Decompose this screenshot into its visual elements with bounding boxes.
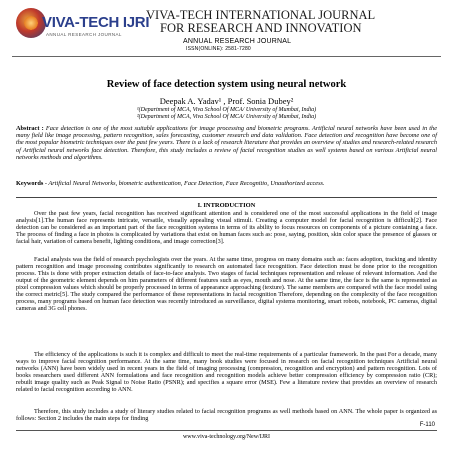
page-number: F-110 [419,422,435,428]
keywords-text: - Artificial Neural Networks, biometric authentication, Face Detection, Face Recognitio, Unauthorized access. [43,180,325,187]
abstract-text: Face detection is one of the most suitable applications for image processing and biometric programs. Artificial neural networks have been used in the many field like image processing, pattern recognition, sales forecasting, customer research and data validation. Face detection and recognition have become one of the most popular biometric techniques over the past few years. There is a lack of research literature that provides an overview of studies and research-related research of Artificial neural networks face detection. Therefore, this study includes a review of facial recognition studies as well systems based on various Artificial neural networks methods and algorithms. [16,125,437,161]
annual-label: ANNUAL RESEARCH JOURNAL [183,38,292,45]
keywords-label: Keywords [16,180,44,187]
journal-logo [12,8,150,52]
keywords-divider [16,197,437,198]
footer-url: www.viva-technology.org/New/IJRI [182,434,271,440]
footer-divider [16,430,437,431]
body-paragraph-3: The efficiency of the applications is such it is complex and difficult to meet the real-time requirements of a particular framework. In the past For a decade, many ways to improve facial recognition performance. At the same time, many book studies were focused in research on facial recognition techniques Artificial neural networks (ANN) have been widely used in recent years in the field of imaging processing (compression, recognition and encryption) and pattern recognition. Lots of books researchers used different ANN formulations and face recognition and recognition models achieve better compression efficiency by compression ratio (CR); rebuilt image quality such as Peak Signal to Noise Ratio (PSNR); and specifies a square error (MSE). Few a literature review that provides an overview of research related to facial recognition according to ANN. [16,351,437,393]
abstract [16,125,437,161]
body-paragraph-4: Therefore, this study includes a study of literary studies related to facial recognition programs as well methods based on ANN. The whole paper is organized as follows: Section 2 includes the main steps for finding [16,408,437,422]
section-heading-introduction: I. INTRODUCTION [197,202,256,209]
issn-label: ISSN(ONLINE): 2581-7280 [186,46,251,52]
journal-title-line2: FOR RESEARCH AND INNOVATION [160,21,362,35]
logo-subtitle: ANNUAL RESEARCH JOURNAL [46,32,122,37]
paper-title: Review of face detection system using neural network [106,79,347,90]
paper-authors: Deepak A. Yadav¹ , Prof. Sonia Dubey² [159,96,294,106]
journal-title [146,9,375,35]
header-divider [12,56,441,57]
author-affiliation-1: ¹(Department of MCA, Viva School Of MCA/ University of Mumbai, India) [136,107,317,113]
keywords [16,180,437,187]
journal-title-line1: VIVA-TECH INTERNATIONAL JOURNAL [146,8,376,22]
body-paragraph-1: Over the past few years, facial recognition has received significant attention and is considered one of the most successful applications in the field of image analysis[1].The human face represents intricate, versatile, visually appealing visual stimuli. Creating a computer model for facial recognition is difficult[2]. Face detection can be considered as an important part of the face recognition systems in terms of its ability to focus resources on components of a picture containing a face. The process of finding a face in photos is complicated by variations that exist on human faces such as: pose, saying, position, skin color space the presence of glasses or facial hair, variation of camera benefit, lighting conditions, and image correction[3]. [16,210,437,245]
body-paragraph-2: Facial analysis was the field of research psychologists over the years. At the same time, progress on many domains such as: faces adoption, tracking and identity pattern recognition and image processing contributes significantly to research on automated face recognition. Face detection must be done prior to the recognition process. This is done with proper extraction details of face-to-face analysis. Two stages of facial techniques representation and release of relevant information. And the output of the geometric element depends on him parameters of different features such as eyes, mouth and nose. At the same time, the face is the same is represented as pixel compression values which should be properly processed in terms of appearance approaching (texture). The same members are compared with the face model using the correct metric[5]. The study compared the performance of these representations in facial recognition Therefore, depending on the complexity of the face recognition process, many programs based on human face detection was recently introduced as surveillance, digital systems monitoring, smart robots, notebook, PC cameras, digital cameras and 3G cell phones. [16,256,437,312]
author-affiliation-2: ²(Department of MCA, Viva School Of MCA/ University of Mumbai, India) [136,114,317,120]
logo-text: VIVA-TECH IJRI [42,14,150,31]
abstract-label: Abstract : [16,125,44,132]
